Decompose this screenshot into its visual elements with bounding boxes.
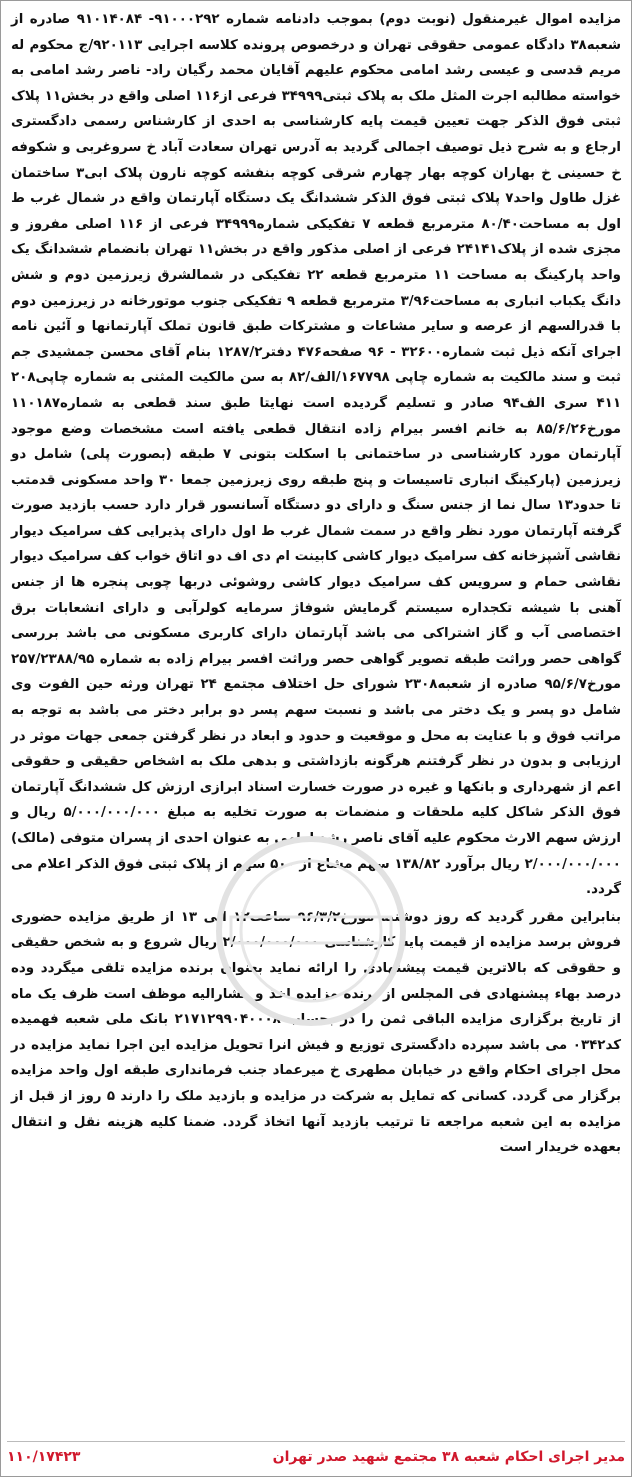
notice-body	[11, 7, 621, 1161]
notice-paragraph-main: مزایده اموال غیرمنقول (نوبت دوم) بموجب دادنامه شماره ۹۱۰۰۰۲۹۲- ۹۱۰۱۴۰۸۴ صادره از شعبه۳۸ دادگاه عمومی حقوقی تهران و درخصوص پرونده کلاسه اجرایی ۹۲۰۱۱۳/ج محکوم له مریم قدسی و عیسی رشد امامی محکوم علیهم آقایان محمد رگیان راد- ناصر رشد امامی به خواسته مطالبه اجرت المثل ملک به پلاک ثبتی۳۴۹۹۹ فرعی از۱۱۶ اصلی واقع در بخش۱۱ پلاک ثبتی فوق الذکر جهت تعیین قیمت پایه کارشناسی به احدی از کارشناس رسمی دادگستری ارجاع و به شرح ذیل توصیف اجمالی گردید به آدرس تهران سعادت آباد خ سروغربی و شکوفه خ حسینی خ بهاران کوچه بهار چهارم شرقی کوچه بنفشه کوچه نارون پلاک ابی۳ ساختمان غزل طاول واحد۷ پلاک ثبتی فوق الذکر ششدانگ یک دستگاه آپارتمان واقع در شمال غرب ط اول به مساحت۸۰/۴۰ مترمربع قطعه ۷ تفکیکی شماره۳۴۹۹۹ فرعی از ۱۱۶ اصلی مفروز و مجزی شده از پلاک۲۴۱۴۱ فرعی از اصلی مذکور واقع در بخش۱۱ تهران بانضمام ششدانگ یک واحد پارکینگ به مساحت ۱۱ مترمربع قطعه ۲۲ تفکیکی در شمالشرق زیرزمین دوم و شش دانگ یکباب انباری به مساحت۳/۹۶ مترمربع قطعه ۹ تفکیکی جنوب موتورخانه در زیرزمین دوم با قدرالسهم از عرصه و سایر مشاعات و مشترکات طبق قانون تملک آپارتمانها و آئین نامه اجرای آنکه ذیل ثبت شماره۳۲۶۰۰ - ۹۶ صفحه۴۷۶ دفتر۱۲۸۷/۲ بنام آقای محسن جمشیدی جم ثبت و سند مالکیت به شماره چاپی ۱۶۷۷۹۸/الف/۸۲ به سن مالکیت المثنی به شماره چاپی۲۰۸ ۴۱۱ سری الف۹۴ صادر و تسلیم گردیده است نهایتا طبق سند قطعی به شماره۱۱۰۱۸۷ مورخ۸۵/۶/۲۶ به خانم افسر بیرام زاده انتقال قطعی یافته است مشخصات وضع موجود آپارتمان مورد کارشناسی در ساختمانی با اسکلت بتونی ۷ طبقه (بصورت پلی) شامل دو زیرزمین (پارکینگ انباری تاسیسات و پنج طبقه روی زیرزمین جمعا ۳۰ واحد مسکونی قدمتب تا حدود۱۳ سال نما از جنس سنگ و دارای دو دستگاه آسانسور قرار دارد حسب بازدید صورت گرفته آپارتمان مورد نظر واقع در سمت شمال غرب ط اول دارای پذیرایی کف سرامیک دیوار نقاشی آشپزخانه کف سرامیک دیوار کاشی کابینت ام دی اف دو اتاق خواب کف سرامیک دیوار نقاشی حمام و سرویس کف سرامیک دیوار کاشی روشوئی دربها چوبی پنجره ها از جنس آهنی با شیشه تکجداره سیستم گرمایش شوفاژ سرمایه کولرآبی و دارای انشعابات برق اختصاصی آب و گاز اشتراکی می باشد آپارتمان دارای کاربری مسکونی می باشد بررسی گواهی حصر وراثت طبقه تصویر گواهی حصر وراثت افسر بیرام زاده به شماره ۲۵۷/۲۳۸۸/۹۵ مورخ۹۵/۶/۷ صادره از شعبه۲۳۰۸ شورای حل اختلاف مجتمع ۲۴ تهران ورثه حین الفوت وی شامل دو پسر و یک دختر می باشد و نسبت سهم پسر دو برابر دختر می باشد به توجه به مراتب فوق و با عنایت به محل و موقعیت و حدود و ابعاد در نظر گرفتن جمعی جهات موثر در ارزیابی و بدون در نظر گرفتنم هرگونه بازداشتی و بدهی ملک به اشخاص حقیقی و حقوقی اعم از شهرداری و بانکها و غیره در صورت خسارت اسناد ابرازی ارزش کل ششدانگ آپارتمان فوق الذکر شاکل کلیه ملحقات و منضمات به صورت تخلیه به مبلغ ۵/۰۰۰/۰۰۰/۰۰۰ ریال و ارزش سهم الارث محکوم علیه آقای ناصر رشد امامی به عنوان احدی از پسران متوفی (مالک) ۲/۰۰۰/۰۰۰/۰۰۰ ریال برآورد ۱۳۸/۸۲ سهم مشاع از ۵۰۰ سهم از پلاک ثبتی فوق الذکر اعلام می گردد.	[11, 12, 622, 898]
notice-footer	[7, 1441, 625, 1470]
notice-code: ۱۱۰/۱۷۴۲۳	[7, 1449, 81, 1465]
signature-line: مدیر اجرای احکام شعبه ۳۸ مجتمع شهید صدر تهران	[272, 1449, 625, 1465]
notice-paragraph-auction-terms: بنابراین مقرر گردید که روز دوشنبه مورخ۹۶/۳/۲ ساعت۱۲ الی ۱۳ از طریق مزایده حضوری فروش برسد مزایده از قیمت پایه کارشناسی ۲/۰۰۰/۰۰۰/۰۰۰ ریال شروع و به شخص حقیقی و حقوقی که بالاترین قیمت پیشنهادی را ارائه نماید بعنوان برنده مزایده تلقی میگردد وده درصد بهاء پیشنهادی فی المجلس از برنده مزایده اخذ و مشارالیه موظف است ظرف یک ماه از تاریخ برگزاری مزایده الباقی ثمن را در بحساب ۲۱۷۱۲۹۹۰۴۰۰۰۸ بانک ملی شعبه فهمیده کد۰۳۴۲ می باشد سپرده دادگستری توزیع و فیش انرا تحویل مزایده این اجرا نماید مزایده در محل اجرای احکام واقع در خیابان مطهری خ میرعماد جنب فرمانداری طبقه اول واحد مزایده برگزار می گردد. کسانی که تمایل به شرکت در مزایده و بازدید ملک را دارند ۵ روز از قبل از مزایده به این شعبه مراجعه تا ترتیب بازدید آنها اتخاذ گردد. ضمنا کلیه هزینه نقل و انتقال بعهده خریدار است	[11, 909, 621, 1156]
